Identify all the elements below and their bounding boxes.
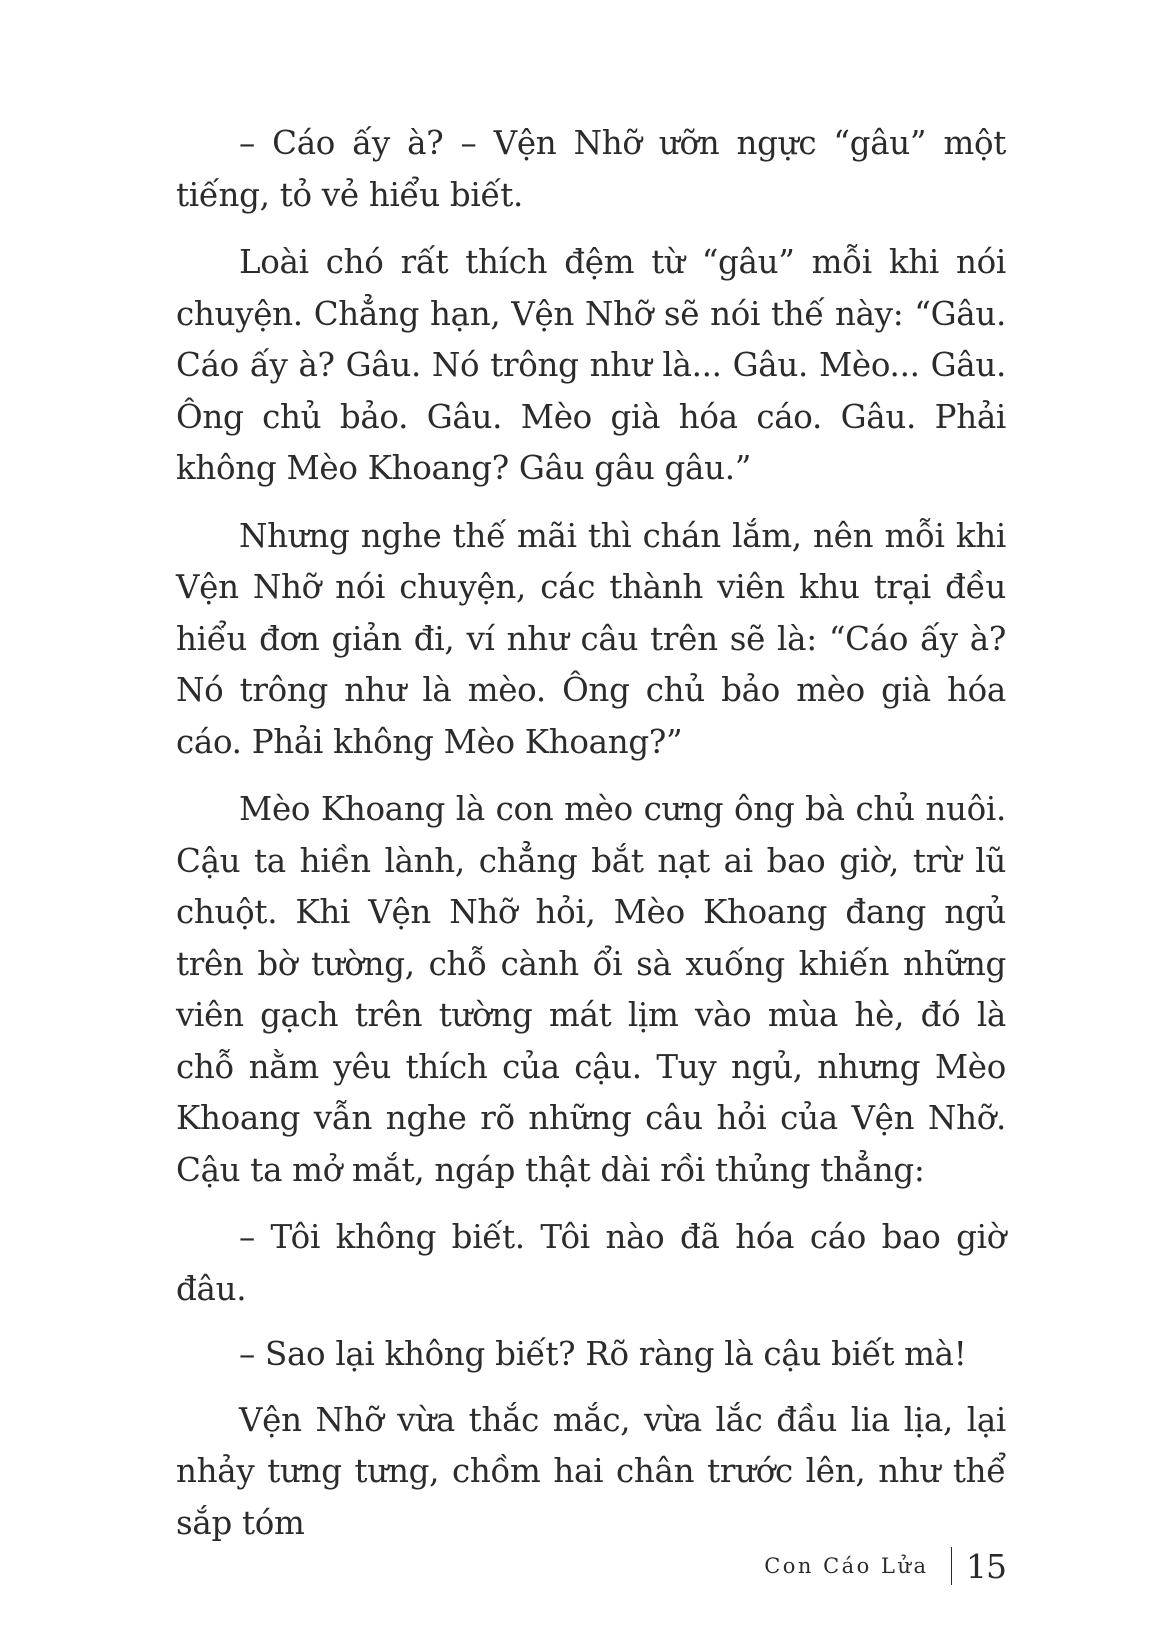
paragraph-2: Loài chó rất thích đệm từ “gâu” mỗi khi nói chuyện. Chẳng hạn, Vện Nhỡ sẽ nói thế này: “Gâu. Cáo ấy à? Gâu. Nó trông như là... Gâu. Mèo... Gâu. Ông chủ bảo. Gâu. Mèo già hóa cáo. Gâu. Phải không Mèo Khoang? Gâu gâu gâu.”	[176, 243, 1006, 487]
body-text	[176, 118, 1006, 1549]
footer-divider	[951, 1547, 953, 1585]
page-number: 15	[966, 1546, 1006, 1586]
paragraph-3: Nhưng nghe thế mãi thì chán lắm, nên mỗi khi Vện Nhỡ nói chuyện, các thành viên khu trại đều hiểu đơn giản đi, ví như câu trên sẽ là: “Cáo ấy à? Nó trông như là mèo. Ông chủ bảo mèo già hóa cáo. Phải không Mèo Khoang?”	[176, 516, 1006, 761]
paragraph-1: – Cáo ấy à? – Vện Nhỡ ưỡn ngực “gâu” một tiếng, tỏ vẻ hiểu biết.	[176, 124, 1006, 214]
paragraph-7: Vện Nhỡ vừa thắc mắc, vừa lắc đầu lia lịa, lại nhảy tưng tưng, chồm hai chân trước lên, như thể sắp tóm	[176, 1400, 1006, 1542]
page-footer	[764, 1538, 1006, 1594]
paragraph-6: – Sao lại không biết? Rõ ràng là cậu biết mà!	[239, 1335, 967, 1373]
paragraph-5: – Tôi không biết. Tôi nào đã hóa cáo bao giờ đâu.	[176, 1218, 1006, 1308]
running-title: Con Cáo Lửa	[764, 1554, 929, 1578]
paragraph-4: Mèo Khoang là con mèo cưng ông bà chủ nuôi. Cậu ta hiền lành, chẳng bắt nạt ai bao giờ, trừ lũ chuột. Khi Vện Nhỡ hỏi, Mèo Khoang đang ngủ trên bờ tường, chỗ cành ổi sà xuống khiến những viên gạch trên tường mát lịm vào mùa hè, đó là chỗ nằm yêu thích của cậu. Tuy ngủ, nhưng Mèo Khoang vẫn nghe rõ những câu hỏi của Vện Nhỡ. Cậu ta mở mắt, ngáp thật dài rồi thủng thẳng:	[176, 790, 1006, 1189]
